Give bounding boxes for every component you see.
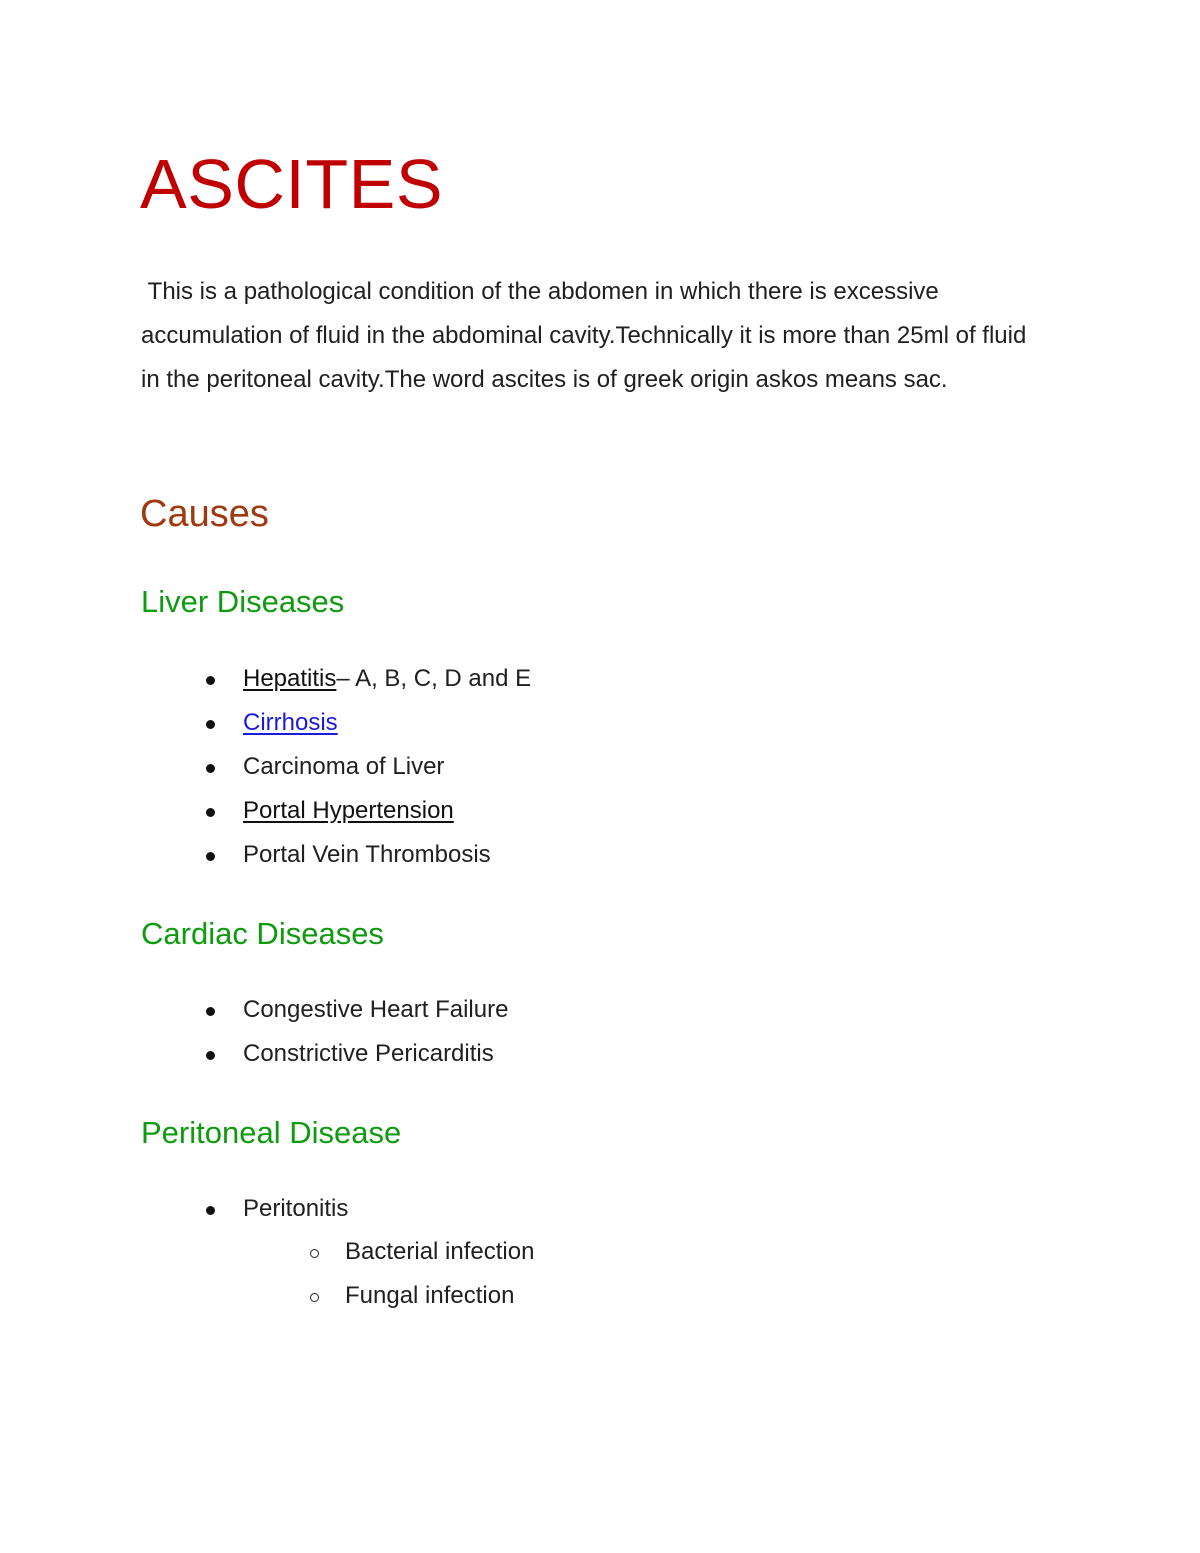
list-item-text: Congestive Heart Failure (243, 996, 509, 1023)
document-title: ASCITES (140, 145, 444, 223)
bullet-icon (206, 1007, 215, 1016)
list-item-text: Peritonitis (243, 1195, 349, 1222)
bullet-icon (206, 1051, 215, 1060)
circle-bullet-icon (310, 1293, 319, 1302)
bullet-icon (206, 720, 215, 729)
bullet-icon (206, 852, 215, 861)
bullet-icon (206, 676, 215, 685)
peritoneal-disease-heading: Peritoneal Disease (141, 1115, 402, 1150)
liver-diseases-heading: Liver Diseases (141, 584, 345, 619)
hepatitis-link[interactable]: Hepatitis (243, 665, 337, 692)
hepatitis-suffix: – A, B, C, D and E (336, 665, 532, 692)
list-item-text: Portal Vein Thrombosis (243, 841, 491, 868)
sublist-item-text: Bacterial infection (345, 1238, 535, 1265)
cardiac-diseases-heading: Cardiac Diseases (141, 916, 384, 951)
causes-heading: Causes (140, 493, 269, 535)
sublist-item-text: Fungal infection (345, 1282, 515, 1309)
intro-paragraph: This is a pathological condition of the abdomen in which there is excessive accumulation of fluid in the abdominal cavity.Technically it is more than 25ml of fluid in the peritoneal cavity.The word ascites is of greek origin askos means sac. (141, 278, 1033, 393)
circle-bullet-icon (310, 1249, 319, 1258)
list-item-text (243, 657, 531, 701)
bullet-icon (206, 1206, 215, 1215)
list-item-text: Constrictive Pericarditis (243, 1040, 494, 1067)
portal-hypertension-link[interactable]: Portal Hypertension (243, 797, 454, 824)
cirrhosis-link[interactable]: Cirrhosis (243, 709, 338, 736)
bullet-icon (206, 808, 215, 817)
list-item-text (243, 789, 454, 833)
list-item-text: Carcinoma of Liver (243, 753, 445, 780)
list-item-text (243, 701, 338, 745)
bullet-icon (206, 764, 215, 773)
